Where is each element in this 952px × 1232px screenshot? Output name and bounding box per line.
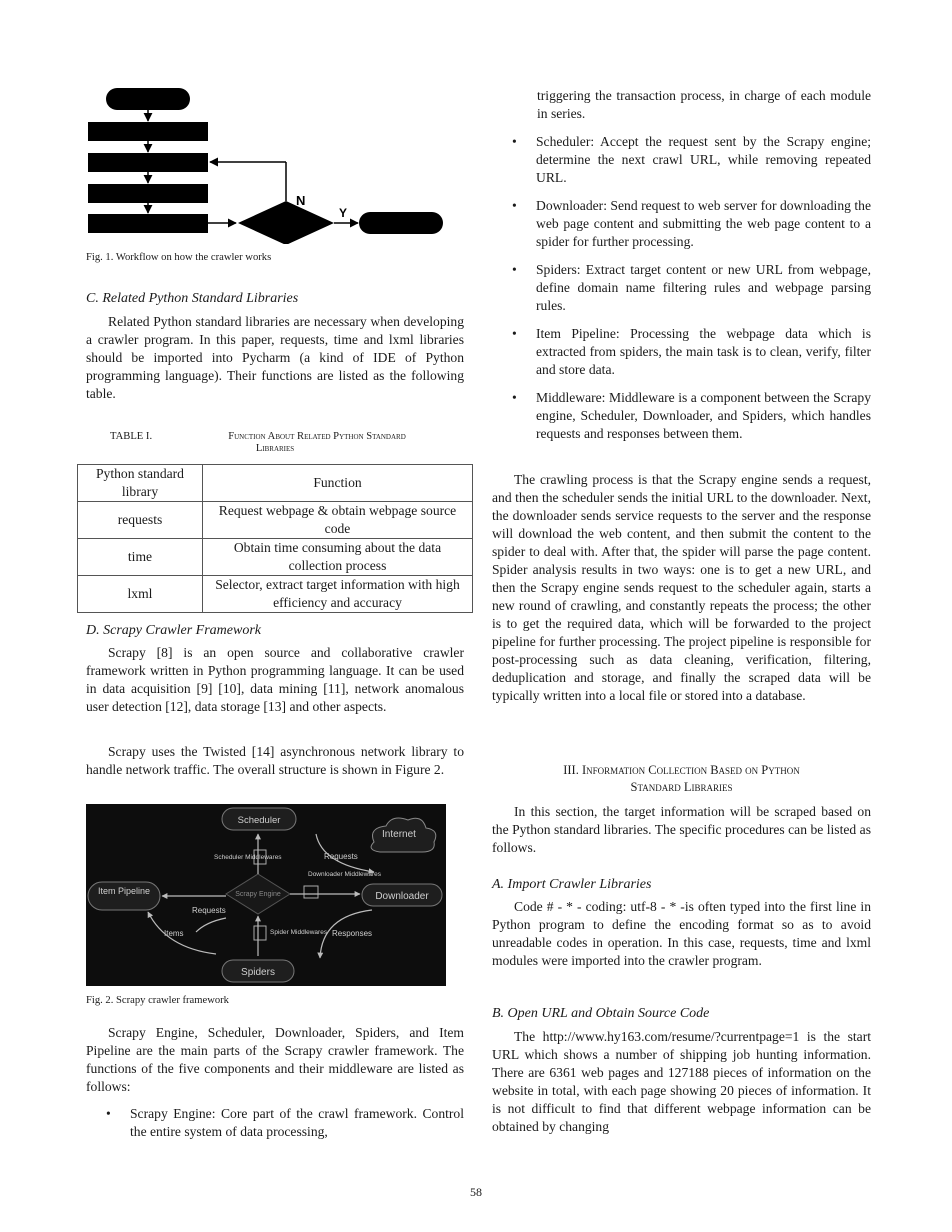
fig2-requests-left-label: Requests	[192, 906, 226, 915]
fig1-end-node	[359, 212, 443, 234]
fig2-item-pipeline-label	[98, 886, 150, 896]
fig2-scheduler-label: Scheduler	[237, 815, 281, 826]
list-item	[492, 389, 871, 443]
bullet-text-item-pipeline: Item Pipeline: Processing the webpage data which is extracted from spiders, the main task is to clean, verify, filter and store data.	[536, 326, 871, 377]
fig2-internet-label: Internet	[382, 829, 416, 840]
fig2-requests-top-label: Requests	[324, 852, 358, 861]
bullet-text-spiders: Spiders: Extract target content or new URL from webpage, define domain name filtering rules and webpage parsing rules.	[536, 262, 871, 313]
bullet-dot: •	[512, 390, 517, 405]
fig2-engine-label: Scrapy Engine	[235, 891, 281, 898]
bullet-text-engine: Scrapy Engine: Core part of the crawl framework. Control the entire system of data processing,	[130, 1106, 464, 1139]
table1-header-row	[78, 465, 473, 502]
fig1-step4-box	[88, 214, 208, 233]
bullet-dot: •	[512, 134, 517, 149]
fig2-downloader-mw-label: Downloader Middlewares	[308, 871, 381, 878]
section3-heading-line1: III. Information Collection Based on Python	[563, 763, 800, 777]
list-item	[86, 1105, 464, 1141]
bullet-text-downloader: Downloader: Send request to web server for downloading the web page content and submitting the web page content to a spider for further processing.	[536, 198, 871, 249]
table1-header-function: Function	[203, 465, 473, 502]
section-c-heading: C. Related Python Standard Libraries	[86, 291, 299, 306]
section-a-paragraph: Code # - * - coding: utf-8 - * -is often typed into the first line in Python program to define the encoding format so as to avoid unreadable codes in operation. In this case, requests, time and lxml modules were imported into the crawler program.	[492, 899, 871, 968]
table1-cell-function: Obtain time consuming about the data collection process	[203, 539, 473, 576]
page-number: 58	[470, 1185, 482, 1199]
table1-cell-library: requests	[78, 502, 203, 539]
section-c-paragraph: Related Python standard libraries are necessary when developing a crawler program. In this paper, requests, time and lxml libraries should be imported into Pycharm (a kind of IDE of Python programming language). Their functions are listed as the following table.	[86, 314, 464, 401]
table1-cell-library: time	[78, 539, 203, 576]
section-b-heading: B. Open URL and Obtain Source Code	[492, 1006, 710, 1021]
fig1-label-n: N	[296, 193, 306, 208]
section3-heading-line2: Standard Libraries	[630, 780, 733, 794]
list-item	[492, 197, 871, 251]
fig2-scrapy-diagram	[86, 804, 446, 986]
fig1-step1-box	[88, 122, 208, 141]
table1-title-line1: Function About Related Python Standard	[228, 431, 406, 442]
section-a-heading: A. Import Crawler Libraries	[492, 877, 652, 892]
table1-header-library: Python standard library	[78, 465, 203, 502]
bullet-text-scheduler: Scheduler: Accept the request sent by the Scrapy engine; determine the next crawl URL, while removing repeated URL.	[536, 134, 871, 185]
components-intro-paragraph: Scrapy Engine, Scheduler, Downloader, Spiders, and Item Pipeline are the main parts of the Scrapy crawler framework. The functions of the five components and their middleware are listed as follows:	[86, 1025, 464, 1094]
left-bullet-list	[86, 1105, 464, 1141]
fig2-responses-label: Responses	[332, 929, 373, 938]
bullet-dot: •	[106, 1106, 111, 1121]
fig1-step3-box	[88, 184, 208, 203]
fig2-caption: Fig. 2. Scrapy crawler framework	[86, 995, 229, 1006]
section-d-heading: D. Scrapy Crawler Framework	[86, 623, 261, 638]
fig2-downloader-label: Downloader	[375, 891, 429, 902]
table1	[77, 464, 473, 613]
fig2-spiders-label: Spiders	[241, 967, 275, 978]
engine-bullet-continuation: triggering the transaction process, in charge of each module in series.	[537, 88, 871, 121]
section3-paragraph: In this section, the target information will be scraped based on the Python standard libraries. The specific procedures can be listed as follows.	[492, 804, 871, 855]
right-bullet-list	[492, 133, 871, 443]
section-b-paragraph: The http://www.hy163.com/resume/?currentpage=1 is the start URL which shows a number of shipping job hunting information. There are 6361 web pages and 127188 pieces of information on the website in total, with each page showing 20 pieces of information. It is not difficult to find that different webpage information can be obtained by changing	[492, 1029, 871, 1134]
fig1-flowchart	[86, 84, 446, 244]
section-d-paragraph2: Scrapy uses the Twisted [14] asynchronous network library to handle network traffic. The overall structure is shown in Figure 2.	[86, 744, 464, 777]
table1-cell-function: Selector, extract target information with high efficiency and accuracy	[203, 576, 473, 613]
table1-cell-function: Request webpage & obtain webpage source code	[203, 502, 473, 539]
bullet-dot: •	[512, 198, 517, 213]
list-item	[492, 133, 871, 187]
fig1-start-node	[106, 88, 190, 110]
fig2-item-pipeline-text: Item Pipeline	[97, 886, 151, 896]
fig2-items-label: Items	[164, 929, 184, 938]
table1-cell-library: lxml	[78, 576, 203, 613]
fig1-decision-diamond	[238, 201, 334, 244]
table-row	[78, 576, 473, 613]
list-item	[492, 325, 871, 379]
fig2-scheduler-mw-label: Scheduler Middlewares	[214, 854, 282, 861]
table1-title-line2: Libraries	[255, 443, 295, 454]
table1-label: TABLE I.	[110, 431, 153, 442]
fig2-spider-mw-label: Spider Middlewares	[270, 929, 328, 936]
fig1-caption: Fig. 1. Workflow on how the crawler works	[86, 252, 272, 263]
fig1-step2-box	[88, 153, 208, 172]
section-d-paragraph1: Scrapy [8] is an open source and collaborative crawler framework written in Python programming language. It can be used in data acquisition [9] [10], data mining [11], network anomalous user detection [12], data storage [13] and other aspects.	[86, 645, 464, 714]
list-item	[492, 261, 871, 315]
bullet-dot: •	[512, 262, 517, 277]
bullet-dot: •	[512, 326, 517, 341]
bullet-text-middleware: Middleware: Middleware is a component between the Scrapy engine, Scheduler, Downloader, and Spiders, which handles requests and responses between them.	[536, 390, 871, 441]
crawling-process-paragraph: The crawling process is that the Scrapy engine sends a request, and then the scheduler sends the initial URL to the downloader. Next, the downloader sends service requests to the server and the response will download the web content, and then submit the content to the spider to deal with. After that, the spider will parse the page content. Spider analysis results in two ways: one is to get a new URL, and then the Scrapy engine sends request to the scheduler again, starts a new round of crawling, and constantly repeats the process; the other is to get the required data, which will be forwarded to the project pipeline for further processing. The project pipeline is responsible for post-processing such as data cleaning, verification, filtering, deduplication and storage, and finally the scraped data will be typically written into a local file or stored into a database.	[492, 472, 871, 703]
table-row	[78, 502, 473, 539]
table-row	[78, 539, 473, 576]
fig1-label-y: Y	[339, 206, 348, 220]
